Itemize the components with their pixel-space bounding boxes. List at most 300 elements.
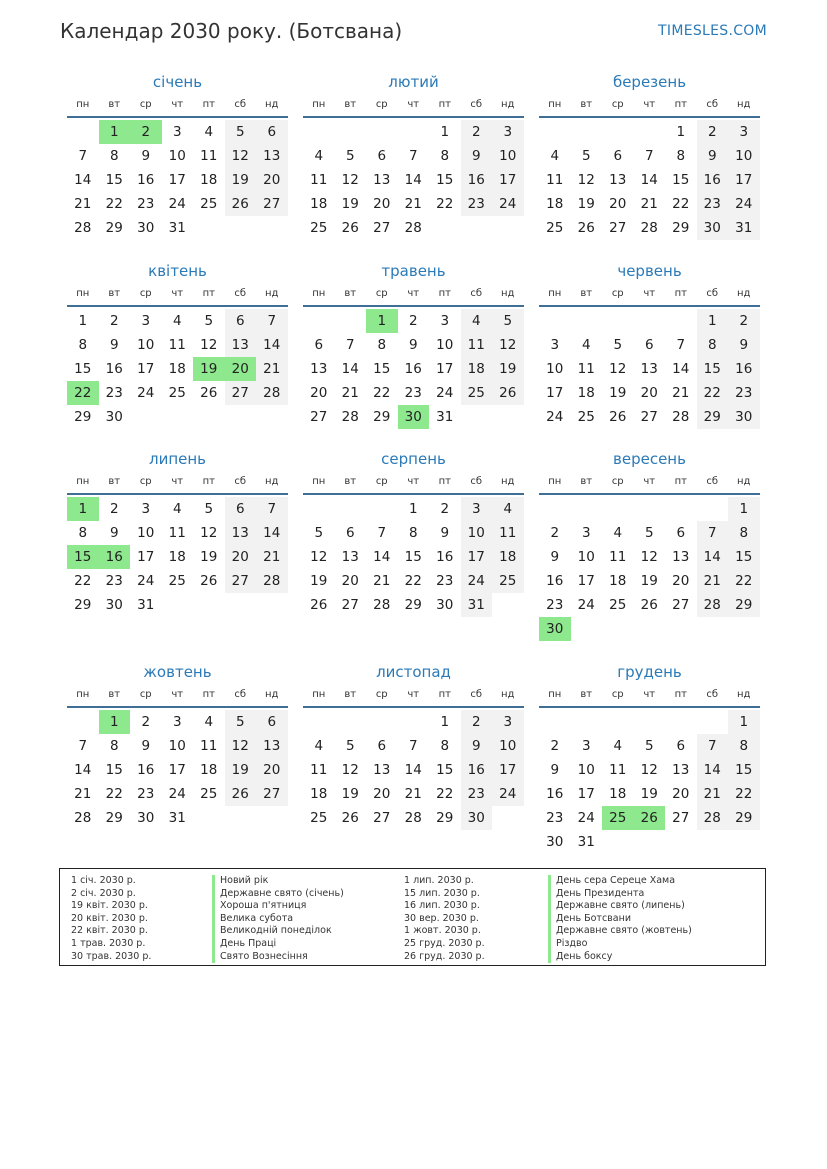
legend-holiday-name: Великодній понеділок <box>212 925 344 938</box>
header-rule <box>67 493 288 495</box>
weekday-label: нд <box>265 99 279 110</box>
weekday-label: чт <box>643 288 656 299</box>
day-cell: 2 <box>109 313 119 329</box>
day-cell: 13 <box>373 762 391 778</box>
legend-date: 1 лип. 2030 р. <box>404 875 474 886</box>
holiday-day-cell: 1 <box>67 497 99 521</box>
day-cell: 22 <box>373 385 391 401</box>
weekday-header <box>539 283 760 305</box>
day-cell: 31 <box>728 216 760 240</box>
day-cell: 23 <box>697 192 729 216</box>
day-cell: 28 <box>256 569 288 593</box>
day-cell: 26 <box>200 573 218 589</box>
day-cell: 3 <box>141 313 151 329</box>
day-cell: 12 <box>225 144 257 168</box>
day-cell: 25 <box>200 196 218 212</box>
day-cell: 21 <box>697 569 729 593</box>
weekday-label: вт <box>108 689 121 700</box>
day-cell: 14 <box>404 172 422 188</box>
day-cell: 6 <box>676 525 686 541</box>
weekday-label: пн <box>76 99 90 110</box>
day-cell: 8 <box>109 148 119 164</box>
day-cell: 10 <box>577 762 595 778</box>
day-cell: 8 <box>377 337 387 353</box>
day-cell: 5 <box>345 148 355 164</box>
day-cell: 27 <box>672 810 690 826</box>
day-cell: 24 <box>436 385 454 401</box>
day-cell: 16 <box>404 361 422 377</box>
day-cell: 25 <box>310 810 328 826</box>
weekday-label: пт <box>438 476 451 487</box>
weekday-label: сб <box>470 288 483 299</box>
legend-date: 30 трав. 2030 р. <box>71 950 152 962</box>
weekday-label: нд <box>501 476 515 487</box>
day-cell: 29 <box>404 597 422 613</box>
day-cell: 11 <box>168 525 186 541</box>
day-cell: 1 <box>408 501 418 517</box>
legend-date: 19 квіт. 2030 р. <box>71 900 148 912</box>
day-cell: 4 <box>172 313 182 329</box>
day-cell: 16 <box>728 357 760 381</box>
empty-cell <box>398 120 430 144</box>
weekday-header <box>303 684 524 706</box>
day-cell: 30 <box>137 810 155 826</box>
day-cell: 6 <box>225 497 257 521</box>
empty-cell <box>571 309 603 333</box>
weekday-label: пн <box>76 476 90 487</box>
day-cell: 19 <box>225 168 257 192</box>
day-cell: 23 <box>728 381 760 405</box>
holiday-day-cell: 16 <box>99 545 131 569</box>
day-cell: 18 <box>609 573 627 589</box>
day-cell: 30 <box>461 806 493 830</box>
day-cell: 15 <box>105 762 123 778</box>
day-cell: 11 <box>310 172 328 188</box>
day-cell: 18 <box>577 385 595 401</box>
empty-cell <box>539 497 571 521</box>
day-cell: 19 <box>341 786 359 802</box>
day-cell: 2 <box>461 710 493 734</box>
weekday-label: чт <box>171 99 184 110</box>
day-cell: 3 <box>581 525 591 541</box>
day-cell: 19 <box>492 357 524 381</box>
weekday-label: пт <box>438 288 451 299</box>
weekday-label: чт <box>171 476 184 487</box>
legend-date: 16 лип. 2030 р. <box>404 900 480 912</box>
weekday-label: ср <box>139 476 152 487</box>
day-cell: 11 <box>200 738 218 754</box>
weekday-label: ср <box>139 99 152 110</box>
day-cell: 3 <box>461 497 493 521</box>
day-cell: 6 <box>644 337 654 353</box>
day-cell: 12 <box>640 549 658 565</box>
day-cell: 20 <box>310 385 328 401</box>
holiday-day-cell: 22 <box>67 381 99 405</box>
legend-date: 1 трав. 2030 р. <box>71 937 146 949</box>
day-cell: 12 <box>492 333 524 357</box>
day-cell: 31 <box>436 409 454 425</box>
day-cell: 18 <box>200 172 218 188</box>
holiday-day-cell: 2 <box>130 120 162 144</box>
day-cell: 20 <box>373 786 391 802</box>
weekday-label: вт <box>108 99 121 110</box>
day-cell: 4 <box>461 309 493 333</box>
day-cell: 20 <box>256 168 288 192</box>
day-cell: 15 <box>728 545 760 569</box>
header-rule <box>303 305 524 307</box>
day-cell: 28 <box>697 593 729 617</box>
day-cell: 25 <box>609 597 627 613</box>
day-cell: 12 <box>609 361 627 377</box>
day-cell: 21 <box>256 545 288 569</box>
day-grid <box>67 120 288 240</box>
empty-cell <box>398 710 430 734</box>
holiday-day-cell: 26 <box>634 806 666 830</box>
day-grid <box>303 497 524 617</box>
day-cell: 6 <box>377 148 387 164</box>
weekday-label: пт <box>674 288 687 299</box>
day-cell: 29 <box>74 409 92 425</box>
day-cell: 16 <box>546 573 564 589</box>
day-cell: 22 <box>436 196 454 212</box>
day-cell: 14 <box>404 762 422 778</box>
day-cell: 26 <box>577 220 595 236</box>
day-cell: 13 <box>672 762 690 778</box>
day-cell: 3 <box>581 738 591 754</box>
header-rule <box>303 493 524 495</box>
empty-cell <box>539 120 571 144</box>
day-cell: 4 <box>550 148 560 164</box>
day-cell: 25 <box>310 220 328 236</box>
legend-dates-col-1 <box>71 875 151 963</box>
holiday-day-cell: 19 <box>193 357 225 381</box>
day-cell: 5 <box>225 120 257 144</box>
weekday-label: нд <box>737 689 751 700</box>
day-cell: 23 <box>461 782 493 806</box>
day-cell: 1 <box>676 124 686 140</box>
day-cell: 18 <box>168 549 186 565</box>
weekday-label: пт <box>202 99 215 110</box>
legend-date: 30 вер. 2030 р. <box>404 912 479 924</box>
empty-cell <box>697 497 729 521</box>
day-cell: 9 <box>550 549 560 565</box>
day-cell: 12 <box>225 734 257 758</box>
empty-cell <box>366 710 398 734</box>
day-cell: 31 <box>137 597 155 613</box>
day-cell: 20 <box>609 196 627 212</box>
day-cell: 27 <box>256 192 288 216</box>
day-cell: 22 <box>728 569 760 593</box>
holiday-day-cell: 15 <box>67 545 99 569</box>
day-cell: 23 <box>404 385 422 401</box>
holiday-day-cell: 1 <box>99 710 131 734</box>
brand-link[interactable]: TIMESLES.COM <box>658 23 767 39</box>
day-cell: 6 <box>314 337 324 353</box>
day-cell: 5 <box>644 738 654 754</box>
day-cell: 29 <box>74 597 92 613</box>
weekday-label: пн <box>76 689 90 700</box>
day-cell: 7 <box>256 497 288 521</box>
holiday-day-cell: 1 <box>99 120 131 144</box>
day-cell: 17 <box>577 786 595 802</box>
day-cell: 21 <box>404 786 422 802</box>
empty-cell <box>634 120 666 144</box>
day-cell: 10 <box>168 738 186 754</box>
day-cell: 30 <box>137 220 155 236</box>
weekday-header <box>539 94 760 116</box>
day-cell: 10 <box>546 361 564 377</box>
month-11 <box>303 662 524 830</box>
day-cell: 3 <box>141 501 151 517</box>
day-cell: 7 <box>697 521 729 545</box>
weekday-label: вт <box>580 476 593 487</box>
legend-date: 1 січ. 2030 р. <box>71 875 136 886</box>
day-cell: 4 <box>172 501 182 517</box>
legend-holiday-name: День боксу <box>548 951 692 964</box>
day-cell: 25 <box>546 220 564 236</box>
header-rule <box>303 706 524 708</box>
day-cell: 5 <box>613 337 623 353</box>
weekday-label: пн <box>312 99 326 110</box>
weekday-label: сб <box>470 99 483 110</box>
day-cell: 18 <box>310 196 328 212</box>
day-cell: 29 <box>436 810 454 826</box>
empty-cell <box>335 497 367 521</box>
day-grid <box>67 710 288 830</box>
day-cell: 28 <box>256 381 288 405</box>
day-cell: 4 <box>314 148 324 164</box>
holiday-day-cell: 30 <box>539 617 571 641</box>
month-name: вересень <box>613 450 686 468</box>
day-cell: 17 <box>168 172 186 188</box>
day-cell: 15 <box>672 172 690 188</box>
month-1 <box>67 72 288 240</box>
weekday-label: сб <box>234 689 247 700</box>
day-cell: 10 <box>492 734 524 758</box>
legend-dates-col-2 <box>404 875 485 963</box>
day-cell: 18 <box>200 762 218 778</box>
day-cell: 31 <box>461 593 493 617</box>
day-cell: 14 <box>697 758 729 782</box>
day-cell: 26 <box>225 192 257 216</box>
day-cell: 29 <box>728 806 760 830</box>
day-cell: 27 <box>373 810 391 826</box>
day-cell: 20 <box>640 385 658 401</box>
day-cell: 22 <box>105 196 123 212</box>
weekday-label: сб <box>234 288 247 299</box>
weekday-header <box>67 471 288 493</box>
day-cell: 16 <box>461 758 493 782</box>
day-cell: 12 <box>200 525 218 541</box>
day-cell: 10 <box>577 549 595 565</box>
day-cell: 29 <box>697 405 729 429</box>
day-cell: 17 <box>436 361 454 377</box>
day-cell: 21 <box>672 385 690 401</box>
weekday-label: ср <box>611 288 624 299</box>
day-cell: 21 <box>640 196 658 212</box>
day-cell: 2 <box>461 120 493 144</box>
day-cell: 30 <box>105 597 123 613</box>
day-cell: 9 <box>141 738 151 754</box>
day-cell: 15 <box>404 549 422 565</box>
day-cell: 7 <box>408 738 418 754</box>
day-cell: 21 <box>341 385 359 401</box>
weekday-label: нд <box>265 476 279 487</box>
month-name: серпень <box>381 450 446 468</box>
holiday-day-cell: 1 <box>366 309 398 333</box>
day-cell: 14 <box>640 172 658 188</box>
weekday-label: чт <box>643 689 656 700</box>
day-cell: 5 <box>204 501 214 517</box>
day-cell: 21 <box>74 196 92 212</box>
day-cell: 26 <box>341 220 359 236</box>
day-cell: 23 <box>546 597 564 613</box>
day-cell: 4 <box>492 497 524 521</box>
day-cell: 20 <box>672 573 690 589</box>
month-2 <box>303 72 524 240</box>
day-cell: 16 <box>137 172 155 188</box>
day-cell: 13 <box>225 521 257 545</box>
empty-cell <box>303 497 335 521</box>
weekday-label: пн <box>312 288 326 299</box>
day-cell: 29 <box>105 220 123 236</box>
weekday-label: пн <box>548 99 562 110</box>
day-cell: 15 <box>436 762 454 778</box>
weekday-label: чт <box>171 288 184 299</box>
weekday-label: нд <box>501 288 515 299</box>
day-cell: 19 <box>310 573 328 589</box>
day-cell: 17 <box>577 573 595 589</box>
day-cell: 7 <box>78 738 88 754</box>
weekday-label: пн <box>548 288 562 299</box>
day-cell: 28 <box>74 220 92 236</box>
day-cell: 4 <box>613 525 623 541</box>
weekday-label: пт <box>202 689 215 700</box>
weekday-label: пт <box>438 689 451 700</box>
day-cell: 9 <box>461 734 493 758</box>
day-cell: 19 <box>640 573 658 589</box>
month-name: жовтень <box>143 663 212 681</box>
empty-cell <box>335 120 367 144</box>
legend-date: 2 січ. 2030 р. <box>71 887 136 899</box>
day-cell: 1 <box>440 124 450 140</box>
day-cell: 2 <box>408 313 418 329</box>
day-cell: 7 <box>377 525 387 541</box>
day-cell: 8 <box>440 148 450 164</box>
day-cell: 11 <box>168 337 186 353</box>
weekday-label: сб <box>706 288 719 299</box>
weekday-header <box>303 283 524 305</box>
day-cell: 3 <box>172 124 182 140</box>
weekday-label: пт <box>202 288 215 299</box>
day-cell: 18 <box>461 357 493 381</box>
day-cell: 15 <box>74 361 92 377</box>
day-cell: 7 <box>78 148 88 164</box>
day-cell: 14 <box>341 361 359 377</box>
day-cell: 7 <box>345 337 355 353</box>
day-cell: 15 <box>373 361 391 377</box>
holiday-day-cell: 20 <box>225 357 257 381</box>
empty-cell <box>335 309 367 333</box>
day-cell: 22 <box>672 196 690 212</box>
holiday-legend <box>59 868 766 966</box>
month-name: січень <box>152 73 203 91</box>
day-cell: 17 <box>137 549 155 565</box>
day-cell: 13 <box>310 361 328 377</box>
day-cell: 19 <box>200 549 218 565</box>
day-cell: 15 <box>105 172 123 188</box>
day-cell: 11 <box>310 762 328 778</box>
header-rule <box>539 305 760 307</box>
day-cell: 16 <box>105 361 123 377</box>
day-cell: 24 <box>137 573 155 589</box>
day-cell: 4 <box>613 738 623 754</box>
legend-holiday-name: День Праці <box>212 938 344 951</box>
day-cell: 15 <box>436 172 454 188</box>
day-cell: 27 <box>256 782 288 806</box>
weekday-label: ср <box>611 476 624 487</box>
weekday-label: чт <box>171 689 184 700</box>
empty-cell <box>571 497 603 521</box>
weekday-label: ср <box>611 99 624 110</box>
month-9 <box>539 449 760 641</box>
day-cell: 31 <box>577 834 595 850</box>
empty-cell <box>571 710 603 734</box>
weekday-label: нд <box>737 99 751 110</box>
day-cell: 6 <box>225 309 257 333</box>
legend-date: 26 груд. 2030 р. <box>404 950 485 962</box>
day-cell: 17 <box>728 168 760 192</box>
day-cell: 19 <box>640 786 658 802</box>
day-cell: 5 <box>345 738 355 754</box>
weekday-label: вт <box>344 99 357 110</box>
day-cell: 27 <box>310 409 328 425</box>
day-cell: 27 <box>672 597 690 613</box>
weekday-label: пн <box>548 476 562 487</box>
day-cell: 17 <box>492 168 524 192</box>
weekday-label: ср <box>375 689 388 700</box>
legend-holiday-name: День сера Сереце Хама <box>548 875 692 888</box>
day-cell: 17 <box>137 361 155 377</box>
day-cell: 1 <box>440 714 450 730</box>
weekday-label: пн <box>312 689 326 700</box>
day-cell: 1 <box>728 710 760 734</box>
legend-holiday-name: Державне свято (жовтень) <box>548 925 692 938</box>
day-cell: 14 <box>256 521 288 545</box>
day-cell: 28 <box>404 220 422 236</box>
day-cell: 23 <box>105 573 123 589</box>
empty-cell <box>634 710 666 734</box>
day-cell: 14 <box>697 545 729 569</box>
day-cell: 29 <box>672 220 690 236</box>
weekday-header <box>67 684 288 706</box>
day-cell: 16 <box>461 168 493 192</box>
weekday-label: чт <box>407 288 420 299</box>
day-cell: 10 <box>436 337 454 353</box>
weekday-header <box>539 471 760 493</box>
weekday-label: нд <box>265 288 279 299</box>
day-cell: 5 <box>644 525 654 541</box>
day-cell: 27 <box>225 569 257 593</box>
day-cell: 3 <box>492 710 524 734</box>
empty-cell <box>602 309 634 333</box>
legend-holiday-name: День Президента <box>548 888 692 901</box>
day-cell: 13 <box>640 361 658 377</box>
empty-cell <box>665 309 697 333</box>
day-cell: 24 <box>577 810 595 826</box>
day-cell: 21 <box>256 357 288 381</box>
month-name: липень <box>148 450 207 468</box>
